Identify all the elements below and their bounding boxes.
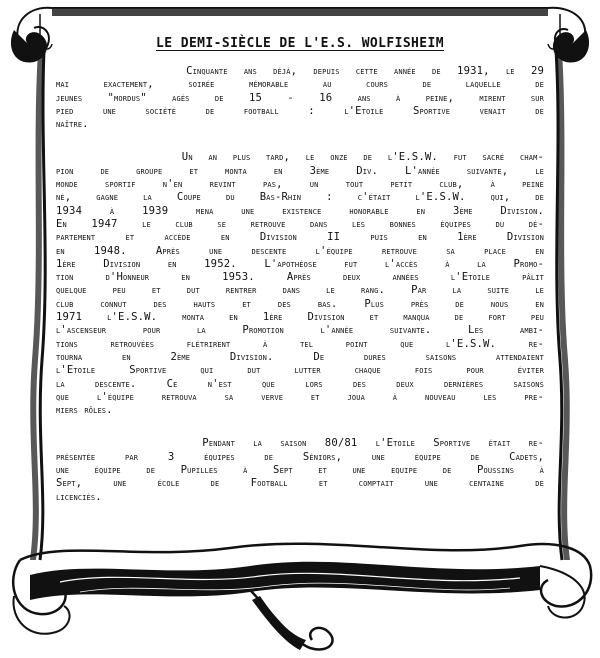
text-line: tion d'Honneur en 1953. Après deux années l'Etoile pâlit [56,271,544,284]
text-line: licenciés. [56,490,102,503]
text-line: quelque peu et dut rentrer dans le rang. Par la suite le [56,284,544,297]
text-line: mai exactement, soirée mémorable au cours de laquelle de [56,78,544,91]
text-line: tourna en 2ème Division. De dures saisons attendaient [56,350,544,363]
paragraph-founding [56,65,544,131]
paragraph-season-80-81 [56,437,544,503]
text-line: l'ascenseur pour la Promotion l'année suivante. Les ambi- [56,324,544,337]
text-line: en 1948. Après une descente l'équipe retrouve sa place en [56,244,544,257]
article-title: LE DEMI-SIÈCLE DE L'E.S. WOLFISHEIM [156,36,444,51]
text-line: tions retrouvées flétrirent à tel point que l'E.S.W. re- [56,337,544,350]
text-line: Pendant la saison 80/81 l'Etoile Sportive était re- [56,437,544,450]
text-line: miers rôles. [56,404,113,417]
article-body [56,36,544,516]
text-line: naître. [56,118,89,131]
text-line: pion de groupe et monta en 3ème Div. L'année suivante, le [56,164,544,177]
paragraph-history [56,151,544,417]
text-line: partement et accède en Division II puis en 1ère Division [56,231,544,244]
text-line: présentée par 3 équipes de Séniors, une équipe de Cadets, [56,450,544,463]
bottom-scroll-roll [13,544,591,650]
text-line: Cinquante ans déjà, depuis cette année de 1931, le 29 [56,65,544,77]
text-line: 1ère Division en 1952. L'apothéose fut l'accès à la Promo- [56,257,544,270]
text-line: pied une société de football : l'Etoile Sportive venait de [56,104,544,117]
text-line: la descente. Ce n'est que lors des deux dernières saisons [56,377,544,390]
text-line: monde sportif n'en revint pas, un tout petit club, à peine [56,178,544,191]
text-line: 1971 l'E.S.W. monta en 1ère Division et manqua de fort peu [56,311,544,324]
text-line: l'Etoile Sportive qui dut lutter chaque fois pour éviter [56,364,544,377]
text-line: En 1947 le club se retrouve dans les bonnes équipes du dé- [56,217,544,230]
text-line: 1934 à 1939 mena une existence honorable en 3ème Division. [56,204,544,217]
text-line: Un an plus tard, le onze de l'E.S.W. fut sacré cham- [56,151,544,164]
text-line: une équipe de Pupilles à Sept et une equipe de Poussins à [56,464,544,477]
top-scroll-shadow [52,8,548,16]
text-line: Sept, une école de Football et comptait une centaine de [56,477,544,490]
text-line: né, gagne la Coupe du Bas-Rhin : c'était l'E.S.W. qui, de [56,191,544,204]
text-line: club connut des hauts et des bas. Plus près de nous en [56,297,544,310]
text-line: que l'équipe retrouva sa verve et joua à nouveau les pre- [56,390,544,403]
text-line: jeunes "mordus" agés de 15 - 16 ans à peine, mirent sur [56,91,544,104]
